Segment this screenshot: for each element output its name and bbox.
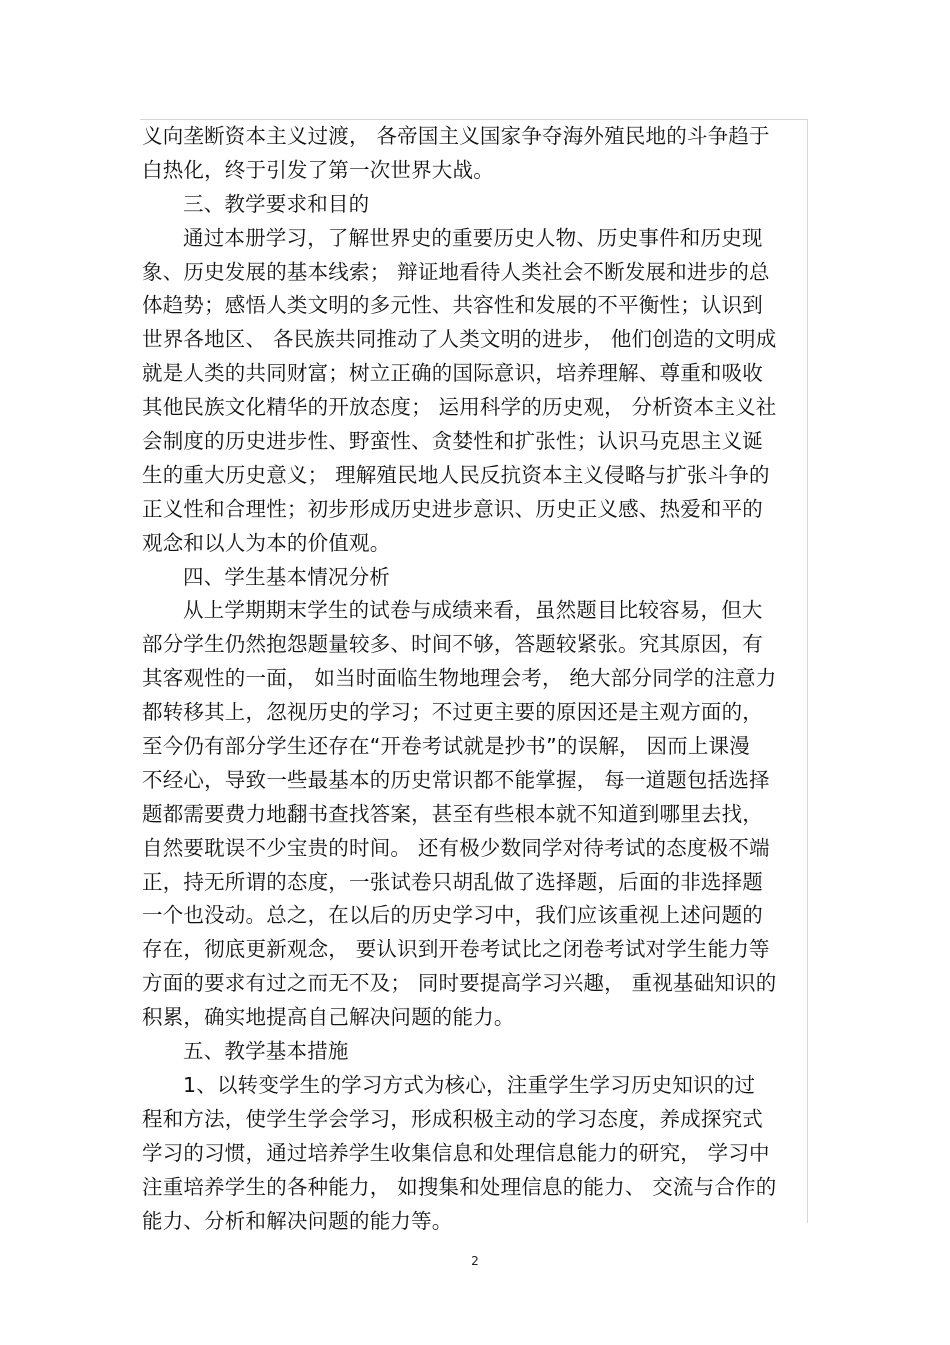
text-line: 从上学期期末学生的试卷与成绩来看，虽然题目比较容易，但大: [183, 598, 763, 623]
text-line: 不经心，导致一些最基本的历史常识都不能掌握， 每一道题包括选择: [142, 767, 770, 792]
page-number: 2: [471, 1254, 479, 1268]
text-line: 其客观性的一面， 如当时面临生物地理会考， 绝大部分同学的注意力: [142, 666, 777, 691]
section-heading: 三、教学要求和目的: [183, 191, 370, 216]
text-line: 自然要耽误不少宝贵的时间。 还有极少数同学对待考试的态度极不端: [142, 835, 770, 860]
body-text: [142, 120, 807, 1238]
text-line: 白热化，终于引发了第一次世界大战。: [142, 157, 494, 182]
text-line: 程和方法，使学生学会学习，形成积极主动的学习态度，养成探究式: [142, 1106, 763, 1131]
text-line: 其他民族文化精华的开放态度； 运用科学的历史观， 分析资本主义社: [142, 395, 777, 420]
text-line: 就是人类的共同财富；树立正确的国际意识，培养理解、尊重和吸收: [142, 361, 763, 386]
text-line: 正义性和合理性；初步形成历史进步意识、历史正义感、热爱和平的: [142, 496, 763, 521]
text-line: 注重培养学生的各种能力， 如搜集和处理信息的能力、 交流与合作的: [142, 1174, 777, 1199]
text-line: 通过本册学习，了解世界史的重要历史人物、历史事件和历史现: [183, 225, 763, 250]
text-line: 观念和以人为本的价值观。: [142, 530, 391, 555]
text-line: 部分学生仍然抱怨题量较多、时间不够，答题较紧张。究其原因，有: [142, 632, 763, 657]
text-line: 能力、分析和解决问题的能力等。: [142, 1208, 453, 1233]
section-heading: 五、教学基本措施: [183, 1039, 349, 1064]
text-line: 至今仍有部分学生还存在“开卷考试就是抄书”的误解， 因而上课漫: [142, 734, 750, 759]
text-line: 生的重大历史意义； 理解殖民地人民反抗资本主义侵略与扩张斗争的: [142, 462, 770, 487]
text-line: 世界各地区、 各民族共同推动了人类文明的进步， 他们创造的文明成: [142, 327, 777, 352]
text-line: 1、以转变学生的学习方式为核心，注重学生学习历史知识的过: [183, 1072, 756, 1097]
text-line: 义向垄断资本主义过渡， 各帝国主义国家争夺海外殖民地的斗争趋于: [142, 124, 770, 148]
text-line: 积累，确实地提高自己解决问题的能力。: [142, 1005, 515, 1030]
text-line: 方面的要求有过之而无不及； 同时要提高学习兴趣， 重视基础知识的: [142, 971, 777, 996]
section-heading: 四、学生基本情况分析: [183, 564, 390, 589]
text-line: 一个也没动。总之，在以后的历史学习中，我们应该重视上述问题的: [142, 903, 763, 928]
text-line: 学习的习惯，通过培养学生收集信息和处理信息能力的研究， 学习中: [142, 1140, 770, 1165]
text-line: 题都需要费力地翻书查找答案，甚至有些根本就不知道到哪里去找，: [142, 801, 763, 826]
text-line: 体趋势；感悟人类文明的多元性、共容性和发展的不平衡性；认识到: [142, 293, 763, 318]
text-line: 都转移其上，忽视历史的学习；不过更主要的原因还是主观方面的，: [142, 700, 763, 725]
text-line: 象、历史发展的基本线索； 辩证地看待人类社会不断发展和进步的总: [142, 259, 770, 284]
text-line: 会制度的历史进步性、野蛮性、贪婪性和扩张性；认识马克思主义诞: [142, 429, 763, 454]
text-line: 正，持无所谓的态度，一张试卷只胡乱做了选择题，后面的非选择题: [142, 869, 763, 894]
frame-right-border: [807, 119, 808, 1223]
text-line: 存在，彻底更新观念， 要认识到开卷考试比之闭卷考试对学生能力等: [142, 937, 770, 962]
